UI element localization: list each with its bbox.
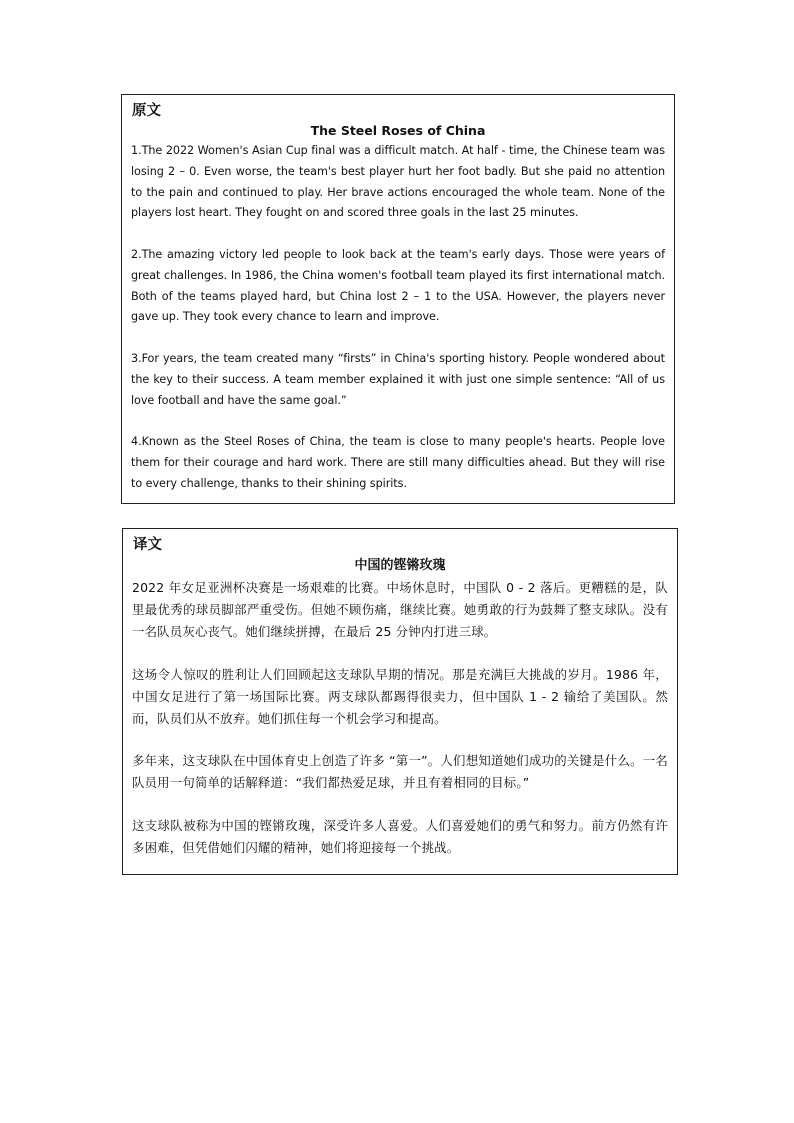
original-paragraph-4: 4.Known as the Steel Roses of China, the team is close to many people's hearts. People love them for their courage and hard work. There are still many difficulties ahead. But they will rise to every challenge, thanks to their shining spirits. [131, 435, 665, 490]
translation-title: 中国的铿锵玫瑰 [354, 558, 446, 573]
original-text-box [121, 94, 675, 504]
translation-paragraph-4: 这支球队被称为中国的铿锵玫瑰，深受许多人喜爱。人们喜爱她们的勇气和努力。前方仍然有许多困难，但凭借她们闪耀的精神，她们将迎接每一个挑战。 [132, 817, 668, 855]
original-paragraph-1: 1.The 2022 Women's Asian Cup final was a difficult match. At half - time, the Chinese team was losing 2 – 0. Even worse, the team's best player hurt her foot badly. But she paid no attention to the pain and continued to play. Her brave actions encouraged the whole team. None of the players lost heart. They fought on and scored three goals in the last 25 minutes. [131, 144, 665, 220]
translation-paragraph-2: 这场令人惊叹的胜利让人们回顾起这支球队早期的情况。那是充满巨大挑战的岁月。1986 年，中国女足进行了第一场国际比赛。两支球队都踢得很卖力，但中国队 1 - 2 输给了美国队。然而，队员们从不放弃。她们抓住每一个机会学习和提高。 [132, 666, 668, 726]
translation-paragraph-1: 2022 年女足亚洲杯决赛是一场艰难的比赛。中场休息时，中国队 0 - 2 落后。更糟糕的是，队里最优秀的球员脚部严重受伤。但她不顾伤痛，继续比赛。她勇敢的行为鼓舞了整支球队。没有一名队员灰心丧气。她们继续拼搏，在最后 25 分钟内打进三球。 [132, 580, 668, 639]
translation-label: 译文 [133, 537, 162, 553]
translation-paragraph-3: 多年来，这支球队在中国体育史上创造了许多 “第一”。人们想知道她们成功的关键是什么。一名队员用一句简单的话解释道：“我们都热爱足球，并且有着相同的目标。” [132, 753, 668, 790]
original-label: 原文 [132, 103, 161, 119]
translation-text-box [122, 528, 678, 875]
original-paragraph-3: 3.For years, the team created many “firsts” in China's sporting history. People wondered about the key to their success. A team member explained it with just one simple sentence: “All of us love football and have the same goal.” [131, 351, 665, 407]
original-title: The Steel Roses of China [310, 123, 486, 138]
original-paragraph-2: 2.The amazing victory led people to look back at the team's early days. Those were years of great challenges. In 1986, the China women's football team played its first international match. Both of the teams played hard, but China lost 2 – 1 to the USA. However, the players never gave up. They took every chance to learn and improve. [131, 247, 665, 324]
